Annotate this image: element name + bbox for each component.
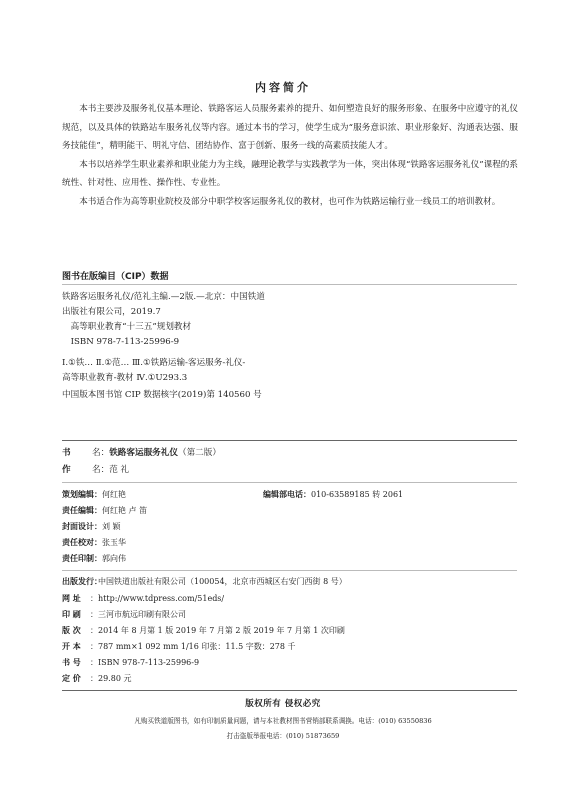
field-value: 010-63589185 转 2061 [311,490,404,499]
pub-website [62,593,224,604]
field-label: 定 价 [62,674,81,683]
editorial-phone [263,489,403,500]
intro-paragraph: 本书适合作为高等职业院校及部分中职学校客运服务礼仪的教材，也可作为铁路运输行业一线员工的培训教材。 [79,196,501,207]
field-value: 刘 颖 [102,522,121,531]
cip-line: ISBN 978-7-113-25996-9 [70,337,180,347]
field-colon: ： [90,674,98,683]
field-colon: ： [90,610,98,619]
field-value: 何红艳 卢 笛 [102,506,148,515]
rights-statement: 版权所有 侵权必究 [245,699,321,709]
field-colon: 名： [92,465,110,475]
intro-paragraph: 本书以培养学生职业素养和职业能力为主线，融理论教学与实践教学为一体，突出体现“铁路客运服务礼仪”课程的系统性、针对性、应用性、操作性、专业性。 [62,159,518,188]
pub-printer [62,609,186,620]
field-label: 网 址 [62,594,81,603]
cip-verification: 中国版本图书馆 CIP 数据核字(2019)第 140560 号 [62,390,262,400]
field-value: 29.80 元 [98,674,132,683]
field-colon: ： [90,594,98,603]
field-value: 中国铁道出版社有限公司（100054，北京市西城区右安门西街 8 号） [98,577,347,586]
field-colon: ： [90,626,98,635]
field-label: 编辑部电话： [263,490,311,499]
divider [62,440,517,441]
pub-format [62,641,296,652]
pub-price [62,673,131,684]
staff-planning-editor [62,489,126,500]
field-value: http://www.tdpress.com/51eds/ [98,594,225,603]
cip-line: Ⅰ.①铁… Ⅱ.①范… Ⅲ.①铁路运输-客运服务-礼仪- [62,358,246,368]
intro-body [62,100,518,211]
pub-publisher [62,576,347,587]
field-colon: ： [90,642,98,651]
field-value: 787 mm×1 092 mm 1/16 印张：11.5 字数：278 千 [98,642,296,651]
field-label: 责任编辑： [62,506,102,515]
staff-print-supervisor [62,553,126,564]
field-colon: 名： [92,448,110,458]
book-title: 铁路客运服务礼仪 [109,448,178,458]
field-value: 2014 年 8 月第 1 版 2019 年 7 月第 2 版 2019 年 7 月第 1 次印刷 [98,626,345,635]
field-value: 郭向伟 [102,554,126,563]
staff-proofreader [62,537,126,548]
field-label: 作 [62,465,71,475]
field-value: 三河市航远印刷有限公司 [98,610,186,619]
piracy-hotline: 打击盗版举报电话：(010) 51873659 [226,732,340,740]
field-label: 出版发行： [62,577,102,586]
quality-notice: 凡购买铁道版图书，如有印制质量问题，请与本社教材图书营销部联系调换。电话：(010) 63550836 [134,717,432,725]
divider [62,284,517,285]
book-title-row [62,446,221,458]
field-label: 开 本 [62,642,81,651]
field-label: 印 刷 [62,610,81,619]
cip-classification [62,356,482,386]
field-value: 张玉华 [102,538,126,547]
divider [62,482,517,483]
intro-paragraph: 本书主要涉及服务礼仪基本理论、铁路客运人员服务素养的提升、如何塑造良好的服务形象、在服务中应遵守的礼仪规范，以及具体的铁路站车服务礼仪等内容。通过本书的学习，使学生成为“服务意识浓、职业形象好、沟通表达强、服务技能佳”，精明能干、明礼守信、团结协作、富于创新、服务一线的高素质技能人才。 [62,104,518,151]
divider [62,690,517,691]
staff-responsible-editor [62,505,147,516]
book-author: 范 礼 [109,465,130,475]
pub-isbn [62,657,199,668]
divider [62,570,517,571]
cip-line: 高等职业教育“十三五”规划教材 [70,322,192,332]
field-label: 策划编辑： [62,490,102,499]
field-label: 书 号 [62,658,81,667]
field-label: 责任校对： [62,538,102,547]
cip-line: 出版社有限公司，2019.7 [62,307,161,317]
cip-heading: 图书在版编目（CIP）数据 [62,272,169,282]
field-colon: ： [90,658,98,667]
book-author-row [62,463,129,475]
intro-title: 内容简介 [255,81,311,94]
cip-line: 高等职业教育-教材 Ⅳ.①U293.3 [62,373,188,383]
field-label: 封面设计： [62,522,102,531]
field-value: ISBN 978-7-113-25996-9 [98,658,200,667]
book-edition: （第二版） [177,448,221,458]
pub-edition [62,625,345,636]
field-label: 书 [62,448,71,458]
cip-line: 铁路客运服务礼仪/范礼主编.—2版.—北京：中国铁道 [62,292,265,302]
cip-record [62,290,482,350]
field-value: 何红艳 [102,490,126,499]
field-label: 版 次 [62,626,81,635]
field-label: 责任印制： [62,554,102,563]
staff-cover-design [62,521,121,532]
